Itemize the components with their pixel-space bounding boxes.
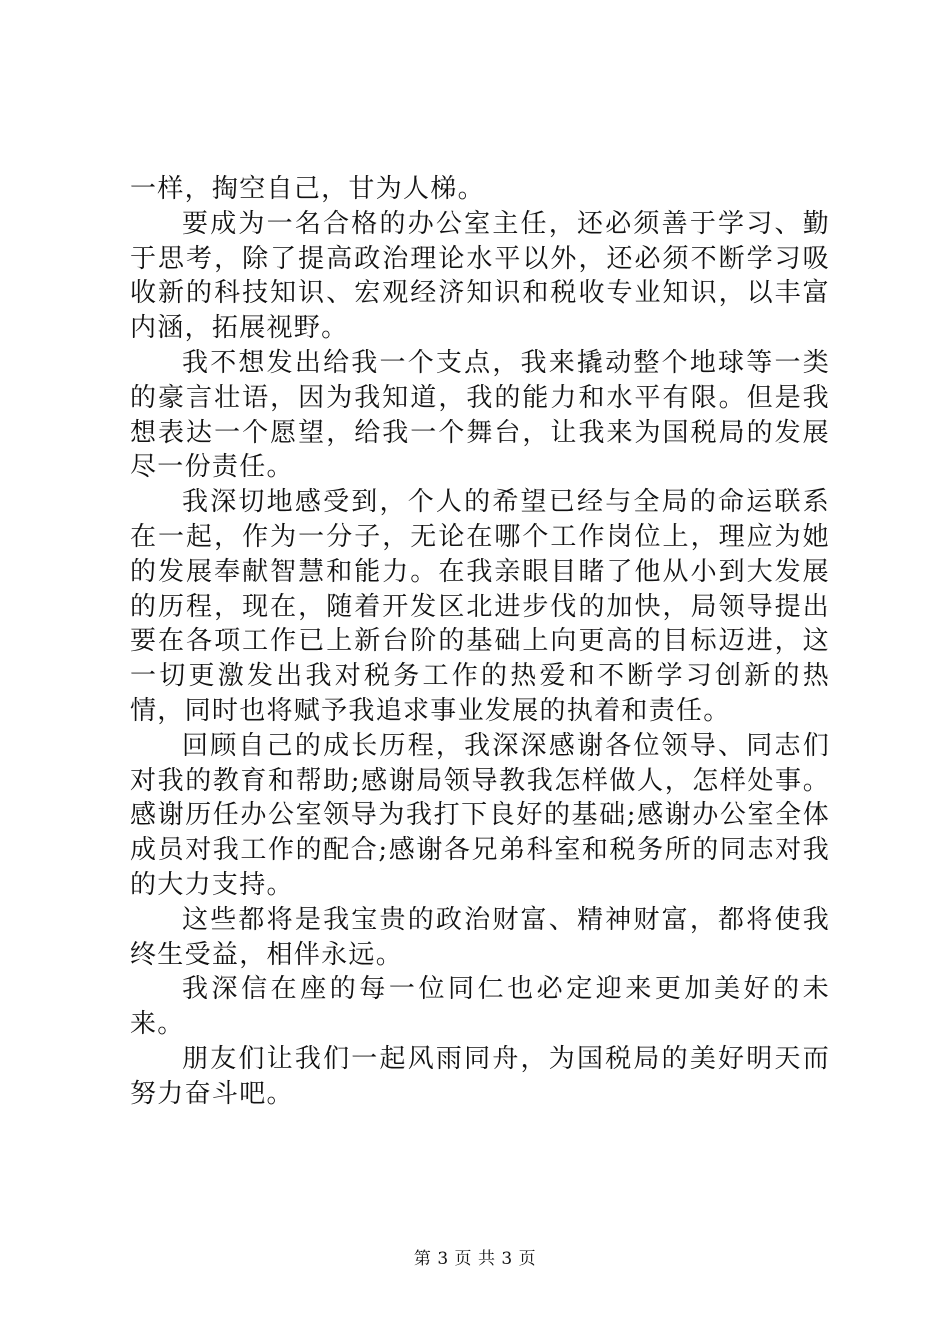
- paragraph-wealth: 这些都将是我宝贵的政治财富、精神财富，都将使我终生受益，相伴永远。: [130, 904, 830, 970]
- paragraph-continuation: 一样，掏空自己，甘为人梯。: [130, 174, 485, 204]
- paragraph-wish: 我不想发出给我一个支点，我来撬动整个地球等一类的豪言壮语，因为我知道，我的能力和水平有限。但是我想表达一个愿望，给我一个舞台，让我来为国税局的发展尽一份责任。: [130, 347, 830, 483]
- paragraph-commitment: 我深切地感受到，个人的希望已经与全局的命运联系在一起，作为一分子，无论在哪个工作岗位上，理应为她的发展奉献智慧和能力。在我亲眼目睹了他从小到大发展的历程，现在，随着开发区北进步伐的加快，局领导提出要在各项工作已上新台阶的基础上向更高的目标迈进，这一切更激发出我对税务工作的热爱和不断学习创新的热情，同时也将赋予我追求事业发展的执着和责任。: [130, 487, 830, 726]
- paragraph-future: 我深信在座的每一位同仁也必定迎来更加美好的未来。: [130, 974, 830, 1040]
- paragraph-closing: 朋友们让我们一起风雨同舟，为国税局的美好明天而努力奋斗吧。: [130, 1043, 830, 1109]
- page-number-footer: 第 3 页 共 3 页: [413, 1249, 537, 1269]
- paragraph-study: 要成为一名合格的办公室主任，还必须善于学习、勤于思考，除了提高政治理论水平以外，还必须不断学习吸收新的科技知识、宏观经济知识和税收专业知识，以丰富内涵，拓展视野。: [130, 208, 830, 344]
- paragraph-gratitude: 回顾自己的成长历程，我深深感谢各位领导、同志们对我的教育和帮助;感谢局领导教我怎样做人，怎样处事。感谢历任办公室领导为我打下良好的基础;感谢办公室全体成员对我工作的配合;感谢各兄弟科室和税务所的同志对我的大力支持。: [130, 730, 830, 900]
- document-body: [130, 172, 830, 1112]
